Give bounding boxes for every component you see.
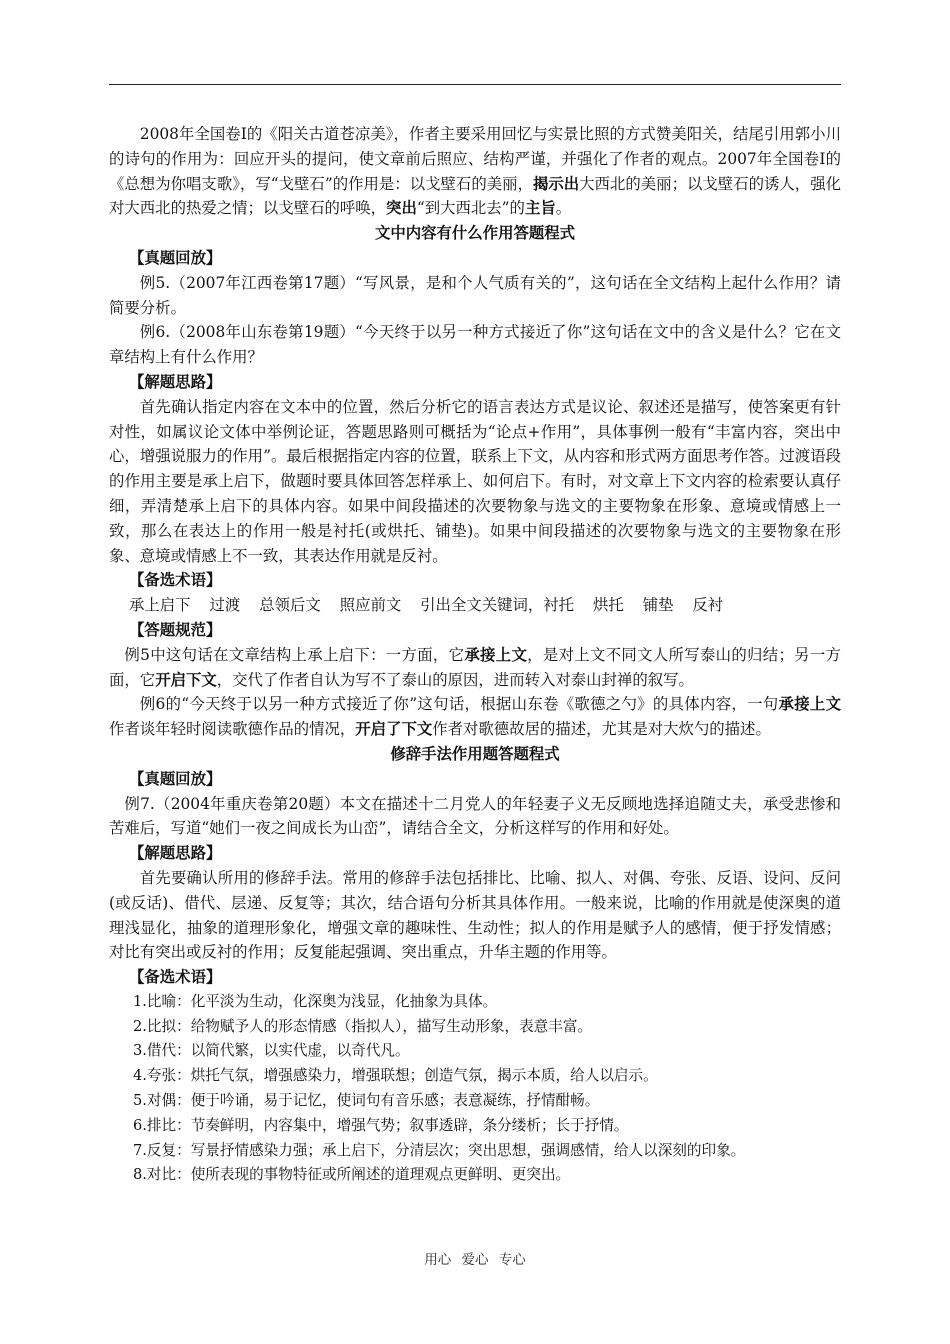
list-item: 3.借代：以简代繁，以实代虚，以奇代凡。	[133, 1042, 410, 1060]
example-5: 例5.（2007年江西卷第17题）“写风景，是和个人气质有关的”，这句话在全文结构上起什么作用？请简要分析。	[109, 273, 841, 317]
list-item: 6.排比：节奏鲜明，内容集中，增强气势；叙事透辟，条分缕析；长于抒情。	[133, 1116, 629, 1134]
answer-5	[109, 643, 841, 693]
heading-solution-idea-2: 【解题思路】	[129, 844, 222, 863]
list-item: 4.夸张：烘托气氛，增强感染力，增强联想；创造气氛，揭示本质，给人以启示。	[133, 1067, 658, 1085]
term-item: 承上启下	[129, 596, 191, 615]
heading-real-questions: 【真题回放】	[129, 248, 222, 267]
answer-5-text-2: ，是对上文不同文人所写泰山的归结；另一方面，它	[109, 645, 841, 689]
answer-6-text-1: 例6的“今天终于以另一种方式接近了你”这句话，根据山东卷《歌德之勺》的具体内容，一句	[139, 695, 779, 714]
page-footer: 用心 爱心 专心	[424, 1252, 526, 1268]
section-title-content-role: 文中内容有什么作用答题程式	[374, 224, 576, 243]
answer-6	[109, 692, 841, 742]
term-item: 烘托	[592, 596, 624, 615]
intro-text-2: 大西北的美丽；以戈壁石的诱人，强化对大西北的热爱之情；以戈壁石的呼唤，	[109, 174, 841, 218]
term-item: 反衬	[692, 596, 724, 615]
example-6: 例6.（2008年山东卷第19题）“今天终于以另一种方式接近了你”这句话在文中的含义是什么？它在文章结构上有什么作用？	[109, 323, 841, 367]
answer-6-text-3: 作者对歌德故居的描述，尤其是对大炊勺的描述。	[432, 720, 771, 739]
example-7: 例7.（2004年重庆卷第20题）本文在描述十二月党人的年轻妻子义无反顾地选择追随丈夫，承受悲惨和苦难后，写道“她们一夜之间成长为山峦”，请结合全文，分析这样写的作用和好处。	[109, 794, 841, 838]
intro-bold-1: 揭示出	[532, 174, 580, 193]
answer-6-text-2: 作者谈年轻时阅读歌德作品的情况，	[109, 720, 356, 739]
term-item: 铺垫	[642, 596, 674, 615]
heading-real-questions-2: 【真题回放】	[129, 769, 222, 788]
intro-bold-3: 主旨	[524, 199, 556, 218]
list-item: 7.反复：写景抒情感染力强；承上启下，分清层次；突出思想，强调感情，给人以深刻的印象。	[133, 1141, 746, 1159]
intro-bold-2: 突出	[386, 199, 417, 218]
terms-line	[109, 593, 841, 618]
list-item: 5.对偶：便于吟诵，易于记忆，使词句有音乐感；表意凝练，抒情酣畅。	[133, 1092, 600, 1110]
section-title-rhetoric: 修辞手法作用题答题程式	[390, 744, 560, 763]
list-item: 8.对比：使所表现的事物特征或所阐述的道理观点更鲜明、更突出。	[133, 1166, 571, 1184]
intro-paragraph	[109, 122, 841, 221]
answer-5-text-1: 例5中这句话在文章结构上承上启下：一方面，它	[124, 645, 465, 664]
heading-answer-norm: 【答题规范】	[129, 620, 222, 639]
answer-5-bold-2: 开启下文	[155, 670, 217, 689]
solution-idea-paragraph: 首先确认指定内容在文本中的位置，然后分析它的语言表达方式是议论、叙述还是描写，使答案更有针对性，如属议论文体中举例论证，答题思路则可概括为“论点+作用”，具体事例一般有“丰富内容，突出中心，增强说服力的作用”。最后根据指定内容的位置，联系上下文，从内容和形式两方面思考作答。过渡语段的作用主要是承上启下，做题时要具体回答怎样承上、如何启下。有时，对文章上下文内容的检索要认真仔细，弄清楚承上启下的具体内容。如果中间段描述的次要物象与选文的主要物象在形象、意境或情感上一致，那么在表达上的作用一般是衬托(或烘托、铺垫)。如果中间段描述的次要物象与选文的主要物象在形象、意境或情感上不一致，其表达作用就是反衬。	[109, 397, 841, 565]
list-item: 1.比喻：化平淡为生动，化深奥为浅显，化抽象为具体。	[133, 992, 498, 1010]
answer-6-bold-1: 承接上文	[778, 695, 841, 714]
term-item: 引出全文关键词，衬托	[420, 596, 575, 615]
header-rule	[109, 84, 841, 85]
intro-text-3: “到大西北去”的	[416, 199, 525, 218]
heading-terms: 【备选术语】	[129, 571, 222, 590]
rhetoric-terms-list	[109, 990, 841, 1188]
answer-5-bold-1: 承接上文	[464, 645, 528, 664]
intro-text-1: 2008年全国卷Ⅰ的《阳关古道苍凉美》，作者主要采用回忆与实景比照的方式赞美阳关，结尾引用郭小川的诗句的作用为：回应开头的提问，使文章前后照应、结构严谨，并强化了作者的观点。2007年全国卷Ⅰ的《总想为你唱支歌》，写“戈壁石”的作用是：以戈壁石的美丽，	[109, 125, 841, 193]
heading-terms-2: 【备选术语】	[129, 968, 222, 987]
term-item: 过渡	[209, 596, 241, 615]
solution-idea-paragraph-2: 首先要确认所用的修辞手法。常用的修辞手法包括排比、比喻、拟人、对偶、夸张、反语、设问、反问(或反话)、借代、层递、反复等；其次，结合语句分析其具体作用。一般来说，比喻的作用就是使深奥的道理浅显化，抽象的道理形象化，增强文章的趣味性、生动性；拟人的作用是赋予人的感情，便于抒发情感；对比有突出或反衬的作用；反复能起强调、突出重点，升华主题的作用等。	[109, 868, 841, 962]
answer-5-text-3: ，交代了作者自认为写不了泰山的原因，进而转入对泰山封禅的叙写。	[216, 670, 694, 689]
term-item: 照应前文	[339, 596, 402, 615]
intro-text-4: 。	[555, 199, 572, 218]
document-body	[109, 122, 841, 1188]
answer-6-bold-2: 开启了下文	[355, 720, 433, 739]
list-item: 2.比拟：给物赋予人的形态情感（指拟人），描写生动形象，表意丰富。	[133, 1017, 593, 1035]
term-item: 总领后文	[259, 596, 321, 615]
heading-solution-idea: 【解题思路】	[129, 372, 222, 391]
